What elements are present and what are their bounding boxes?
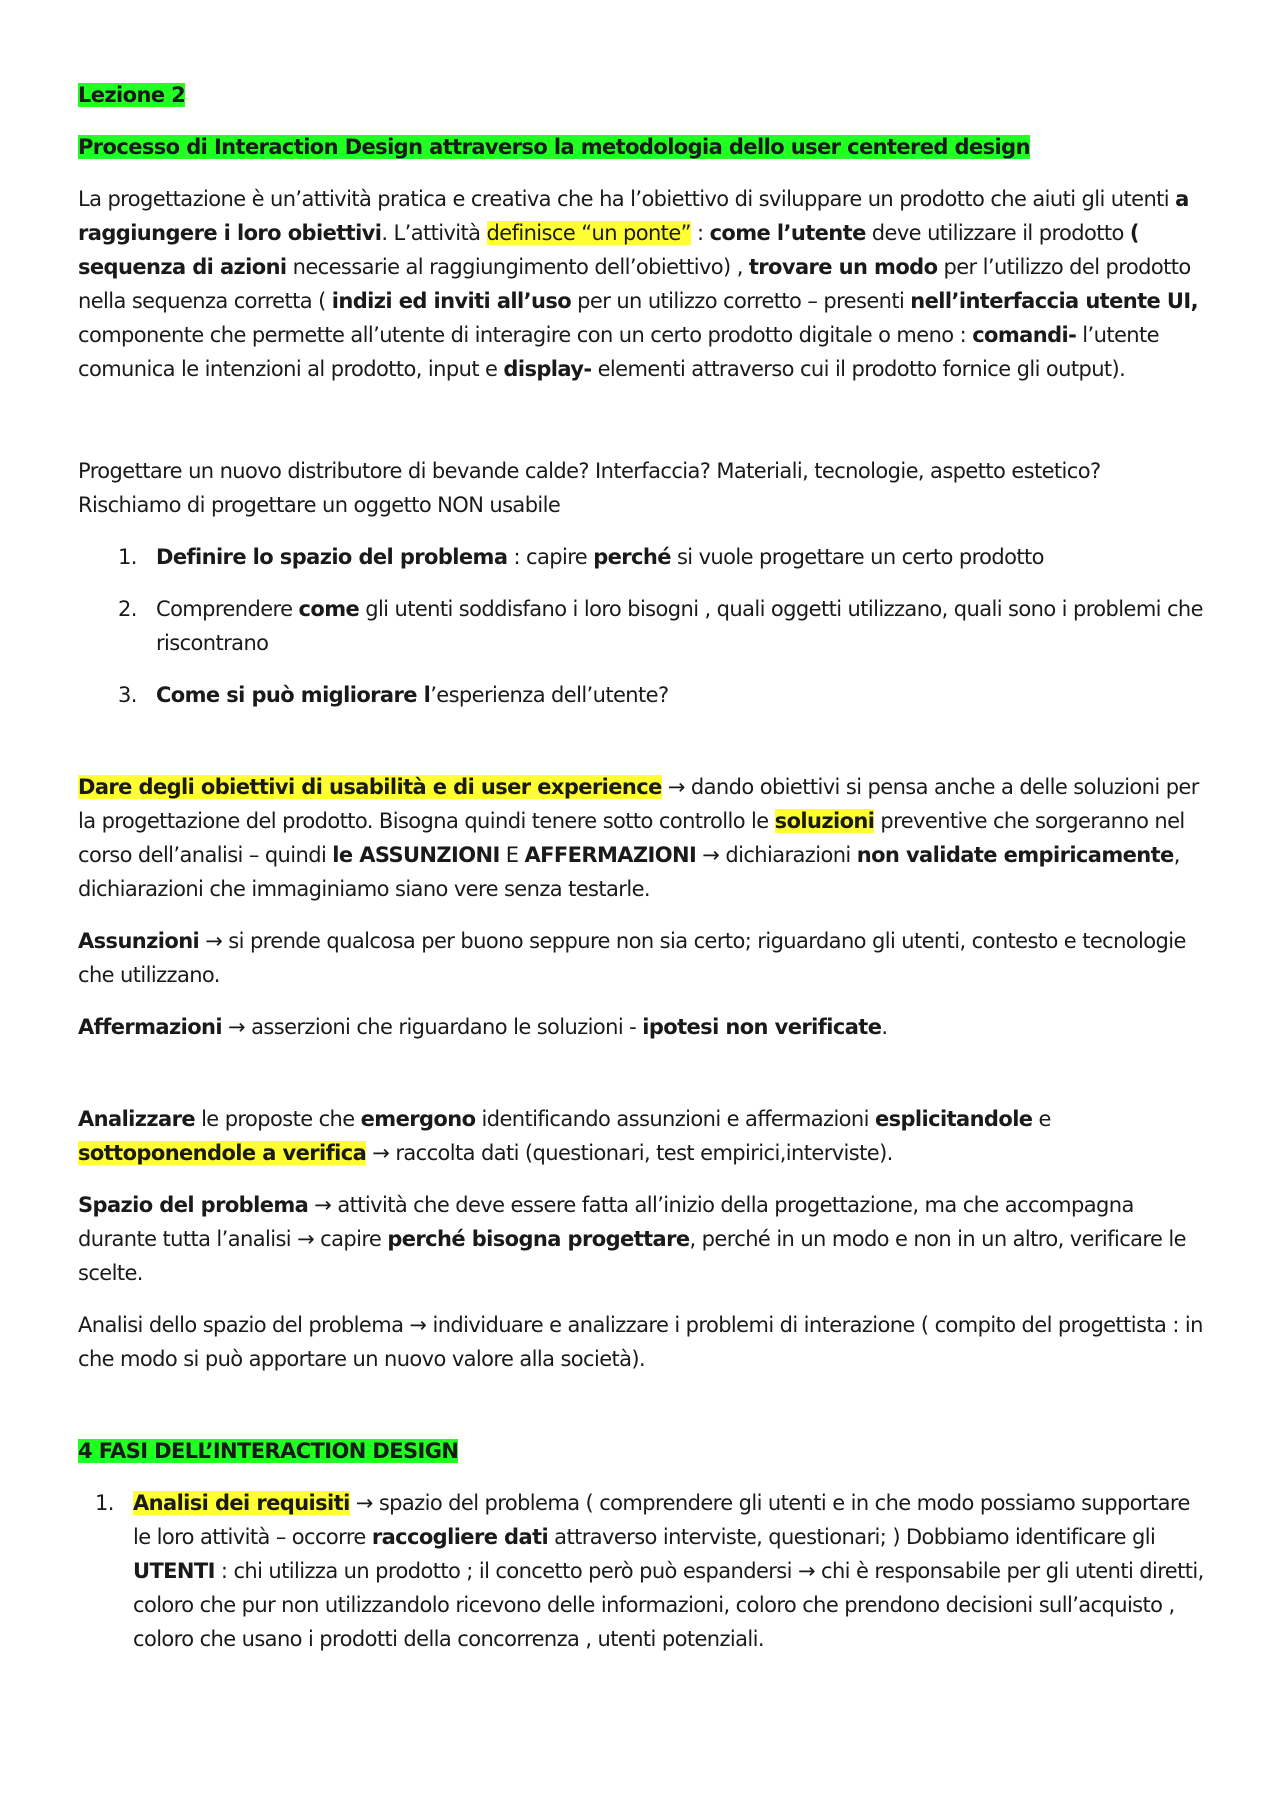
text: La progettazione è un’attività pratica e creativa che ha l’obiettivo di sviluppare un prodotto che aiuti gli utenti: [78, 187, 1176, 211]
bold-text: indizi ed inviti all’uso: [331, 289, 572, 313]
paragraph-assunzioni: [78, 924, 1208, 992]
text: , dichiarazioni che immaginiamo siano vere senza testarle.: [78, 843, 1180, 901]
text: elementi attraverso cui il prodotto fornice gli output).: [591, 357, 1126, 381]
text: → attività che deve essere fatta all’inizio della progettazione, ma che accompagna durante tutta l’analisi → capire: [78, 1193, 1134, 1251]
bold-text: Affermazioni: [78, 1015, 222, 1039]
text: deve utilizzare il prodotto: [865, 221, 1130, 245]
text: : chi utilizza un prodotto ; il concetto però può espandersi → chi è responsabile per gli utenti diretti, coloro che pur non utilizzandolo ricevono delle informazioni, coloro che prendono decisioni sull’acquisto , coloro che usano i prodotti della concorrenza , utenti potenziali.: [133, 1559, 1204, 1651]
text: le proposte che: [195, 1107, 361, 1131]
text: → dichiarazioni: [696, 843, 857, 867]
highlighted-text: Dare degli obiettivi di usabilità e di user experience: [78, 775, 662, 799]
text: → si prende qualcosa per buono seppure non sia certo; riguardano gli utenti, contesto e tecnologie che utilizzano.: [78, 929, 1186, 987]
paragraph-analizzare: [78, 1102, 1208, 1170]
list-number: 2.: [118, 597, 137, 621]
paragraph-analisi-spazio: [78, 1308, 1208, 1376]
bold-text: AFFERMAZIONI: [524, 843, 697, 867]
highlighted-text: sottoponendole a verifica: [78, 1141, 367, 1165]
text: identificando assunzioni e affermazioni: [475, 1107, 875, 1131]
list-item: [78, 592, 1208, 660]
list-item: [78, 540, 1208, 574]
text: E: [499, 843, 525, 867]
spacer: [78, 1394, 1208, 1434]
bold-text: Definire lo spazio del problema: [156, 545, 508, 569]
bold-text: nell’interfaccia utente UI,: [910, 289, 1198, 313]
paragraph-distributore: [78, 454, 1208, 522]
bold-text: esplicitandole: [874, 1107, 1033, 1131]
bold-text: non validate empiricamente: [856, 843, 1174, 867]
text: componente che permette all’utente di interagire con un certo prodotto digitale o meno :: [78, 323, 973, 347]
spacer: [78, 1062, 1208, 1102]
paragraph-affermazioni: [78, 1010, 1208, 1044]
paragraph-spazio-problema: [78, 1188, 1208, 1290]
section-heading: 4 FASI DELL’INTERACTION DESIGN: [78, 1439, 459, 1463]
text: si vuole progettare un certo prodotto: [670, 545, 1044, 569]
text: :: [690, 221, 710, 245]
highlighted-text: Analisi dei requisiti: [133, 1491, 350, 1515]
bold-text: ipotesi non verificate: [642, 1015, 882, 1039]
spacer: [78, 730, 1208, 770]
text: Analisi dello spazio del problema → individuare e analizzare i problemi di interazione ( compito del progettista : in che modo si può apportare un nuovo valore alla società).: [78, 1313, 1203, 1371]
list-number: 1.: [95, 1491, 114, 1515]
text: → spazio del problema ( comprendere gli utenti e in che modo possiamo supportare le loro attività – occorre: [133, 1491, 1190, 1549]
highlighted-text: definisce “un ponte”: [486, 221, 691, 245]
paragraph-obiettivi: [78, 770, 1208, 906]
bold-text: UTENTI: [133, 1559, 215, 1583]
text: gli utenti soddisfano i loro bisogni , quali oggetti utilizzano, quali sono i problemi che riscontrano: [156, 597, 1203, 655]
spacer: [78, 404, 1208, 454]
bold-text: perché bisogna progettare: [387, 1227, 690, 1251]
bold-text: ( sequenza di azioni: [78, 221, 1139, 279]
bold-text: comandi-: [972, 323, 1077, 347]
text: per un utilizzo corretto – presenti: [571, 289, 911, 313]
problem-steps-list: [78, 540, 1208, 712]
text: .: [881, 1015, 888, 1039]
text: preventive che sorgeranno nel corso dell’analisi – quindi: [78, 809, 1185, 867]
lesson-subtitle: Processo di Interaction Design attraverso la metodologia dello user centered design: [78, 135, 1030, 159]
text: : capire: [507, 545, 594, 569]
text: necessarie al raggiungimento dell’obiettivo) ,: [286, 255, 749, 279]
list-item: [78, 1486, 1208, 1656]
text: ’esperienza dell’utente?: [430, 683, 669, 707]
text: → dando obiettivi si pensa anche a delle soluzioni per la progettazione del prodotto. Bisogna quindi tenere sotto controllo le: [78, 775, 1199, 833]
text: → asserzioni che riguardano le soluzioni -: [221, 1015, 643, 1039]
bold-text: Spazio del problema: [78, 1193, 309, 1217]
text: Rischiamo di progettare un oggetto NON usabile: [78, 493, 561, 517]
list-number: 1.: [118, 545, 137, 569]
text: , perché in un modo e non in un altro, verificare le scelte.: [78, 1227, 1186, 1285]
text: l’utente comunica le intenzioni al prodotto, input e: [78, 323, 1159, 381]
bold-text: perché: [593, 545, 671, 569]
text: . L’attività: [381, 221, 487, 245]
bold-text: come: [298, 597, 360, 621]
list-item: [78, 678, 1208, 712]
text: per l’utilizzo del prodotto nella sequenza corretta (: [78, 255, 1191, 313]
text: attraverso interviste, questionari; ) Dobbiamo identificare gli: [548, 1525, 1156, 1549]
text: Comprendere: [156, 597, 299, 621]
bold-text: trovare un modo: [748, 255, 938, 279]
bold-text: Analizzare: [78, 1107, 195, 1131]
lesson-title: Lezione 2: [78, 83, 186, 107]
bold-text: emergono: [360, 1107, 476, 1131]
bold-text: raccogliere dati: [371, 1525, 549, 1549]
bold-text: come l’utente: [709, 221, 866, 245]
bold-text: display-: [503, 357, 592, 381]
bold-text: Come si può migliorare l: [156, 683, 431, 707]
phases-list: [78, 1486, 1208, 1656]
text: e: [1032, 1107, 1051, 1131]
bold-text: a raggiungere i loro obiettivi: [78, 187, 1189, 245]
text: Progettare un nuovo distributore di bevande calde? Interfaccia? Materiali, tecnologie, aspetto estetico?: [78, 459, 1101, 483]
paragraph-progettazione: [78, 182, 1208, 386]
highlighted-text: soluzioni: [774, 809, 875, 833]
list-number: 3.: [118, 683, 137, 707]
bold-text: Assunzioni: [78, 929, 200, 953]
text: → raccolta dati (questionari, test empirici,interviste).: [366, 1141, 893, 1165]
bold-text: le ASSUNZIONI: [332, 843, 500, 867]
